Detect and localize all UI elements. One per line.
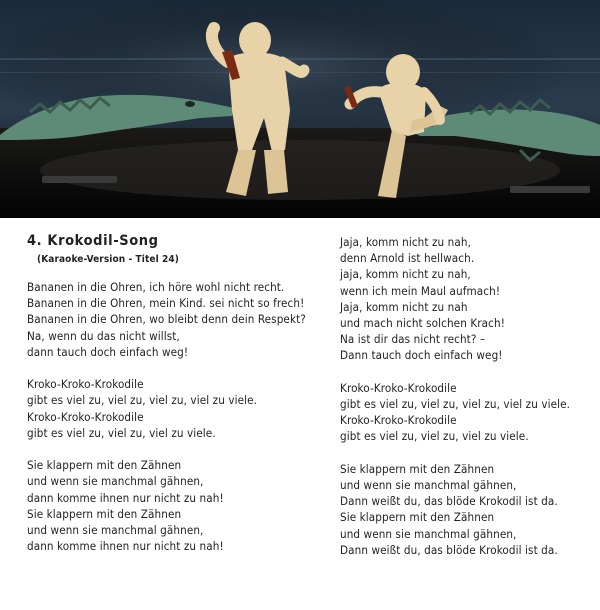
lyric-line: Na, wenn du das nicht willst, [27,328,180,343]
lyric-line: Dann weißt du, das blöde Krokodil ist da. [340,494,558,509]
left-stanzas [27,279,327,554]
lyric-line: wenn ich mein Maul aufmach! [340,283,501,298]
lyric-line: Kroko-Kroko-Krokodile [340,380,457,395]
lyric-line: Dann weißt du, das blöde Krokodil ist da. [340,542,558,557]
song-subtitle: (Karaoke-Version - Titel 24) [37,254,179,265]
stanza [340,461,600,558]
right-stanzas [340,234,600,558]
lyric-line: jaja, komm nicht zu nah, [340,267,471,282]
lyric-line: Bananen in die Ohren, mein Kind. sei nicht so frech! [27,296,305,311]
stanza [27,457,327,554]
lyric-line: Sie klappern mit den Zähnen [340,510,495,525]
lyric-line: Sie klappern mit den Zähnen [27,458,182,473]
lyric-line: denn Arnold ist hellwach. [340,251,475,266]
lyric-line: und wenn sie manchmal gähnen, [27,474,204,489]
lyric-line: und mach nicht solchen Krach! [340,316,505,331]
stanza [340,234,600,364]
lyric-line: Dann tauch doch einfach weg! [340,348,503,363]
lyric-line: Kroko-Kroko-Krokodile [340,413,457,428]
lyric-line: Jaja, komm nicht zu nah [340,299,468,314]
lyric-line: Bananen in die Ohren, wo bleibt denn dein Respekt? [27,312,306,327]
lyrics-left-column [27,232,327,571]
lyric-line: Bananen in die Ohren, ich höre wohl nicht recht. [27,280,285,294]
stanza [340,380,600,445]
lyric-line: Kroko-Kroko-Krokodile [27,377,144,392]
song-title: 4. Krokodil-Song [27,233,159,249]
lyric-line: gibt es viel zu, viel zu, viel zu, viel zu viele. [340,397,571,412]
lyric-line: und wenn sie manchmal gähnen, [27,523,204,538]
lyric-line: Na ist dir das nicht recht? – [340,332,486,347]
stage-photo-illustration [0,0,600,218]
lyric-line: dann tauch doch einfach weg! [27,344,189,359]
lyric-line: Sie klappern mit den Zähnen [340,461,495,476]
lyric-line: gibt es viel zu, viel zu, viel zu, viel zu viele. [27,393,258,408]
lyric-line: Jaja, komm nicht zu nah, [340,235,472,249]
lyric-line: Sie klappern mit den Zähnen [27,506,182,521]
lyric-line: und wenn sie manchmal gähnen, [340,526,517,541]
lyric-line: und wenn sie manchmal gähnen, [340,478,517,493]
lyric-line: gibt es viel zu, viel zu, viel zu viele. [340,429,529,444]
stage-photo [0,0,600,218]
lyric-line: dann komme ihnen nur nicht zu nah! [27,539,224,554]
lyrics-right-column [340,234,600,574]
lyric-line: Kroko-Kroko-Krokodile [27,409,144,424]
lyric-line: gibt es viel zu, viel zu, viel zu viele. [27,425,216,440]
stanza [27,376,327,441]
lyric-line: dann komme ihnen nur nicht zu nah! [27,490,224,505]
stanza [27,279,327,360]
